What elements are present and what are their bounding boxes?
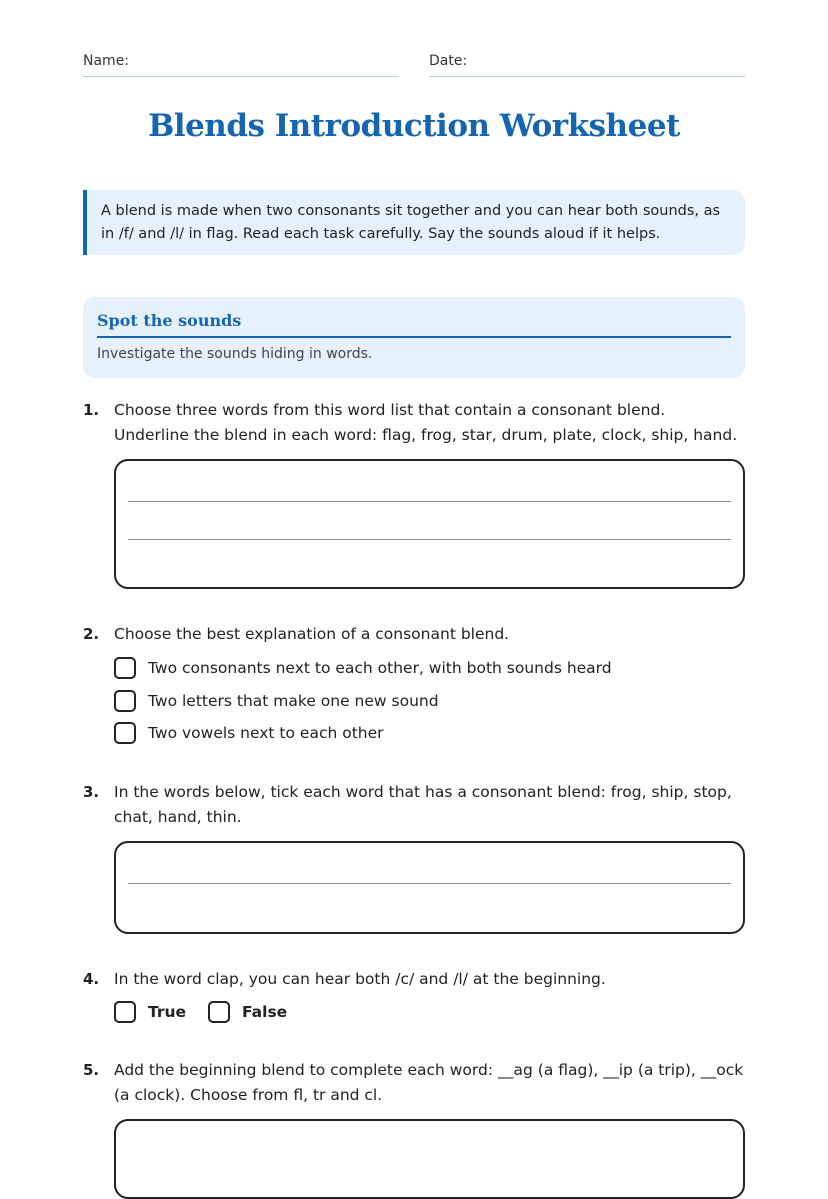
section-header: [83, 297, 745, 378]
question-number: 5.: [83, 1061, 100, 1079]
question-number: 3.: [83, 783, 100, 801]
section-title: Spot the sounds: [97, 311, 731, 338]
question-text: Add the beginning blend to complete each word: __ag (a flag), __ip (a trip), __ock (a clock). Choose from fl, tr and cl.: [114, 1061, 744, 1104]
question-number: 2.: [83, 625, 100, 643]
answer-box[interactable]: [114, 1119, 745, 1199]
writing-line: [128, 501, 731, 502]
option-label: Two letters that make one new sound: [148, 692, 439, 710]
checkbox[interactable]: [114, 690, 136, 712]
date-label: Date:: [429, 53, 468, 69]
intro-callout: [83, 190, 745, 255]
option-label: Two consonants next to each other, with both sounds heard: [148, 659, 612, 677]
answer-box[interactable]: [114, 459, 745, 589]
name-label: Name:: [83, 53, 130, 69]
question-number: 4.: [83, 970, 100, 988]
question-text: In the word clap, you can hear both /c/ and /l/ at the beginning.: [114, 970, 606, 988]
writing-line: [128, 883, 731, 884]
date-field[interactable]: [429, 76, 745, 77]
true-option[interactable]: [114, 1001, 186, 1023]
question-text: Choose three words from this word list that contain a consonant blend. Underline the blend in each word: flag, frog, star, drum, plate, clock, ship, hand.: [114, 401, 738, 444]
checkbox[interactable]: [114, 722, 136, 744]
option-label: Two vowels next to each other: [148, 724, 384, 742]
name-field[interactable]: [83, 76, 399, 77]
option-row[interactable]: [114, 722, 384, 744]
option-row[interactable]: [114, 690, 439, 712]
question-text: Choose the best explanation of a consonant blend.: [114, 625, 510, 643]
question-number: 1.: [83, 401, 100, 419]
section-subtitle: Investigate the sounds hiding in words.: [97, 346, 373, 362]
false-option[interactable]: [208, 1001, 287, 1023]
checkbox[interactable]: [114, 657, 136, 679]
checkbox[interactable]: [208, 1001, 230, 1023]
writing-line: [128, 539, 731, 540]
option-row[interactable]: [114, 657, 612, 679]
option-label: True: [148, 1003, 187, 1021]
checkbox[interactable]: [114, 1001, 136, 1023]
option-label: False: [242, 1003, 288, 1021]
page-title: Blends Introduction Worksheet: [148, 108, 680, 144]
intro-text: A blend is made when two consonants sit together and you can hear both sounds, as in /f/ and /l/ in flag. Read each task carefully. Say the sounds aloud if it helps.: [101, 203, 721, 242]
question-text: In the words below, tick each word that has a consonant blend: frog, ship, stop, chat, hand, thin.: [114, 783, 732, 826]
answer-box[interactable]: [114, 841, 745, 934]
